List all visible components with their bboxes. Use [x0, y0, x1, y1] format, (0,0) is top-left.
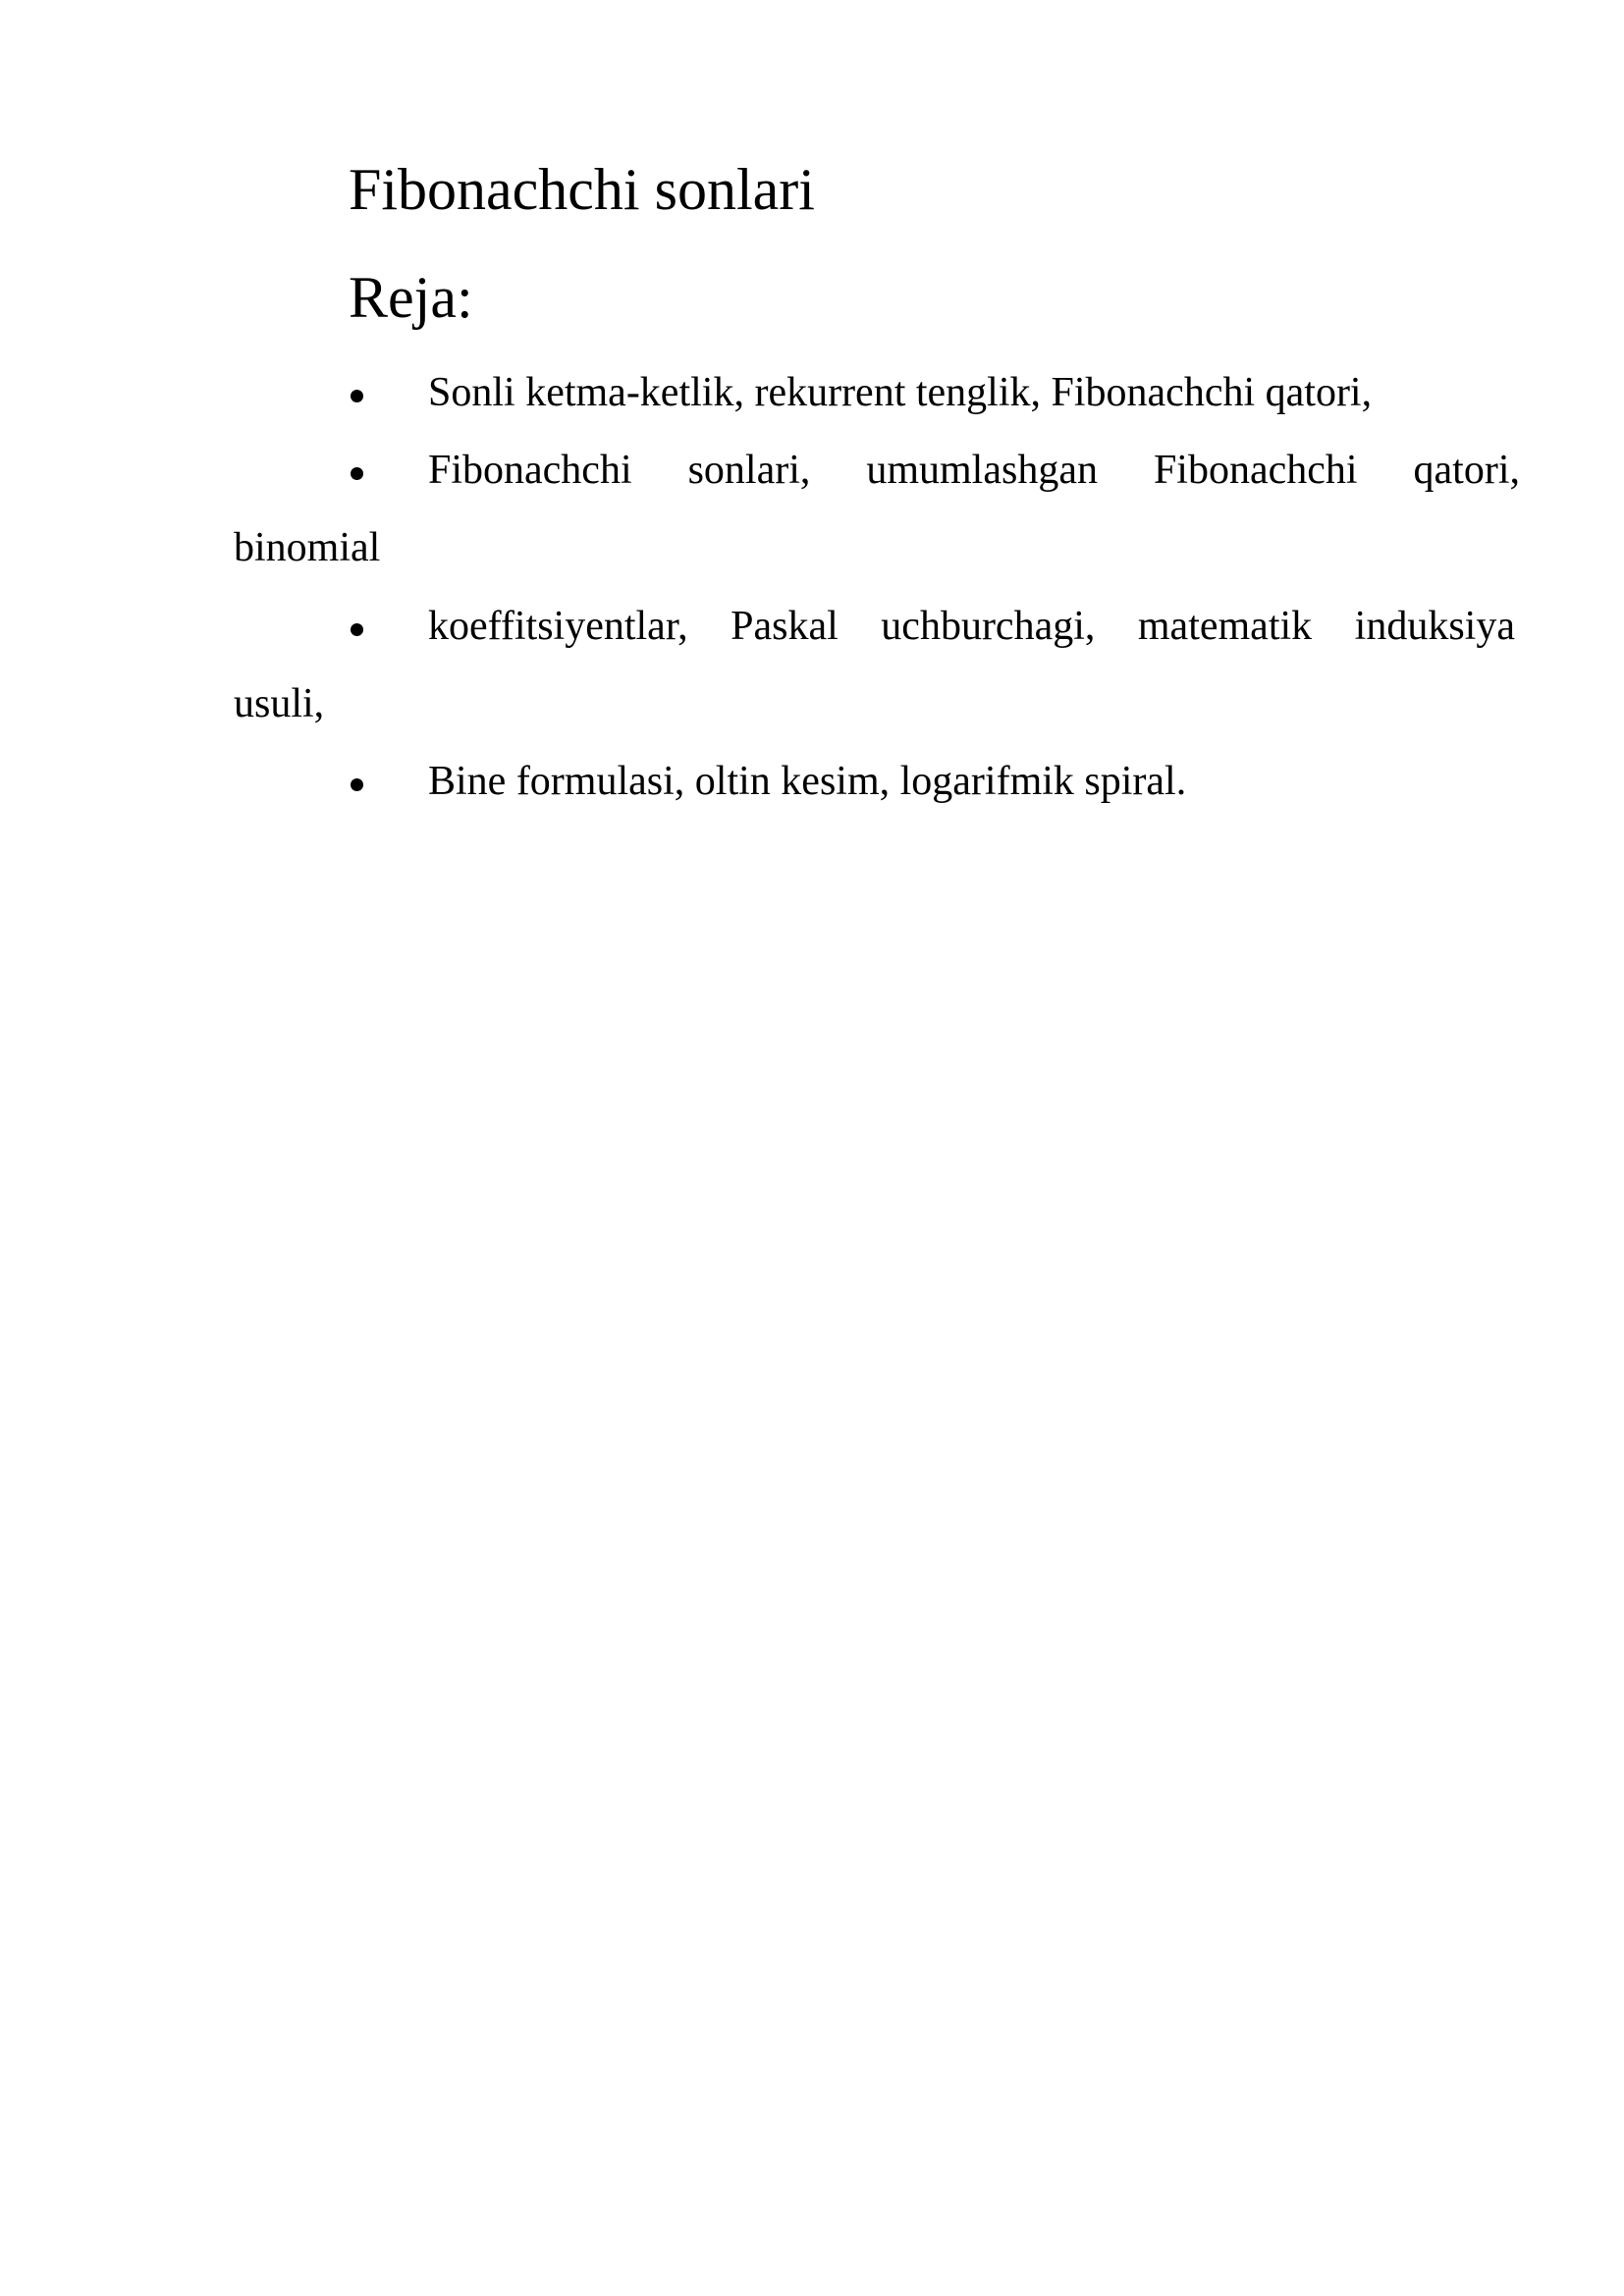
- list-item-2-word: sonlari,: [687, 448, 811, 493]
- list-item-4-text: Bine formulasi, oltin kesim, logarifmik spiral.: [428, 759, 1187, 804]
- list-item-3-word: uchburchagi,: [881, 604, 1096, 649]
- list-item-2-word: Fibonachchi: [428, 448, 632, 493]
- list-item-3-word: matematik: [1137, 604, 1313, 649]
- list-item-3-word: induksiya: [1354, 604, 1515, 649]
- list-item-2-word: qatori,: [1413, 448, 1520, 493]
- bullet-icon: [351, 623, 363, 636]
- document-title: Fibonachchi sonlari: [349, 157, 815, 222]
- bullet-icon: [351, 390, 363, 402]
- bullet-icon: [351, 467, 363, 480]
- list-item-3-word: koeffitsiyentlar,: [428, 604, 688, 649]
- list-item-2-text: [428, 446, 1520, 495]
- list-item-3-text: [428, 602, 1515, 651]
- list-item-2-word: Fibonachchi: [1153, 448, 1358, 493]
- list-item-2-word: umumlashgan: [866, 448, 1098, 493]
- list-item-3-continuation: usuli,: [234, 681, 325, 726]
- plan-heading: Reja:: [349, 265, 473, 330]
- list-item-3-word: Paskal: [731, 604, 839, 649]
- bullet-icon: [351, 778, 363, 791]
- list-item-1-text: Sonli ketma-ketlik, rekurrent tenglik, Fibonachchi qatori,: [428, 370, 1373, 415]
- list-item-2-continuation: binomial: [234, 525, 381, 570]
